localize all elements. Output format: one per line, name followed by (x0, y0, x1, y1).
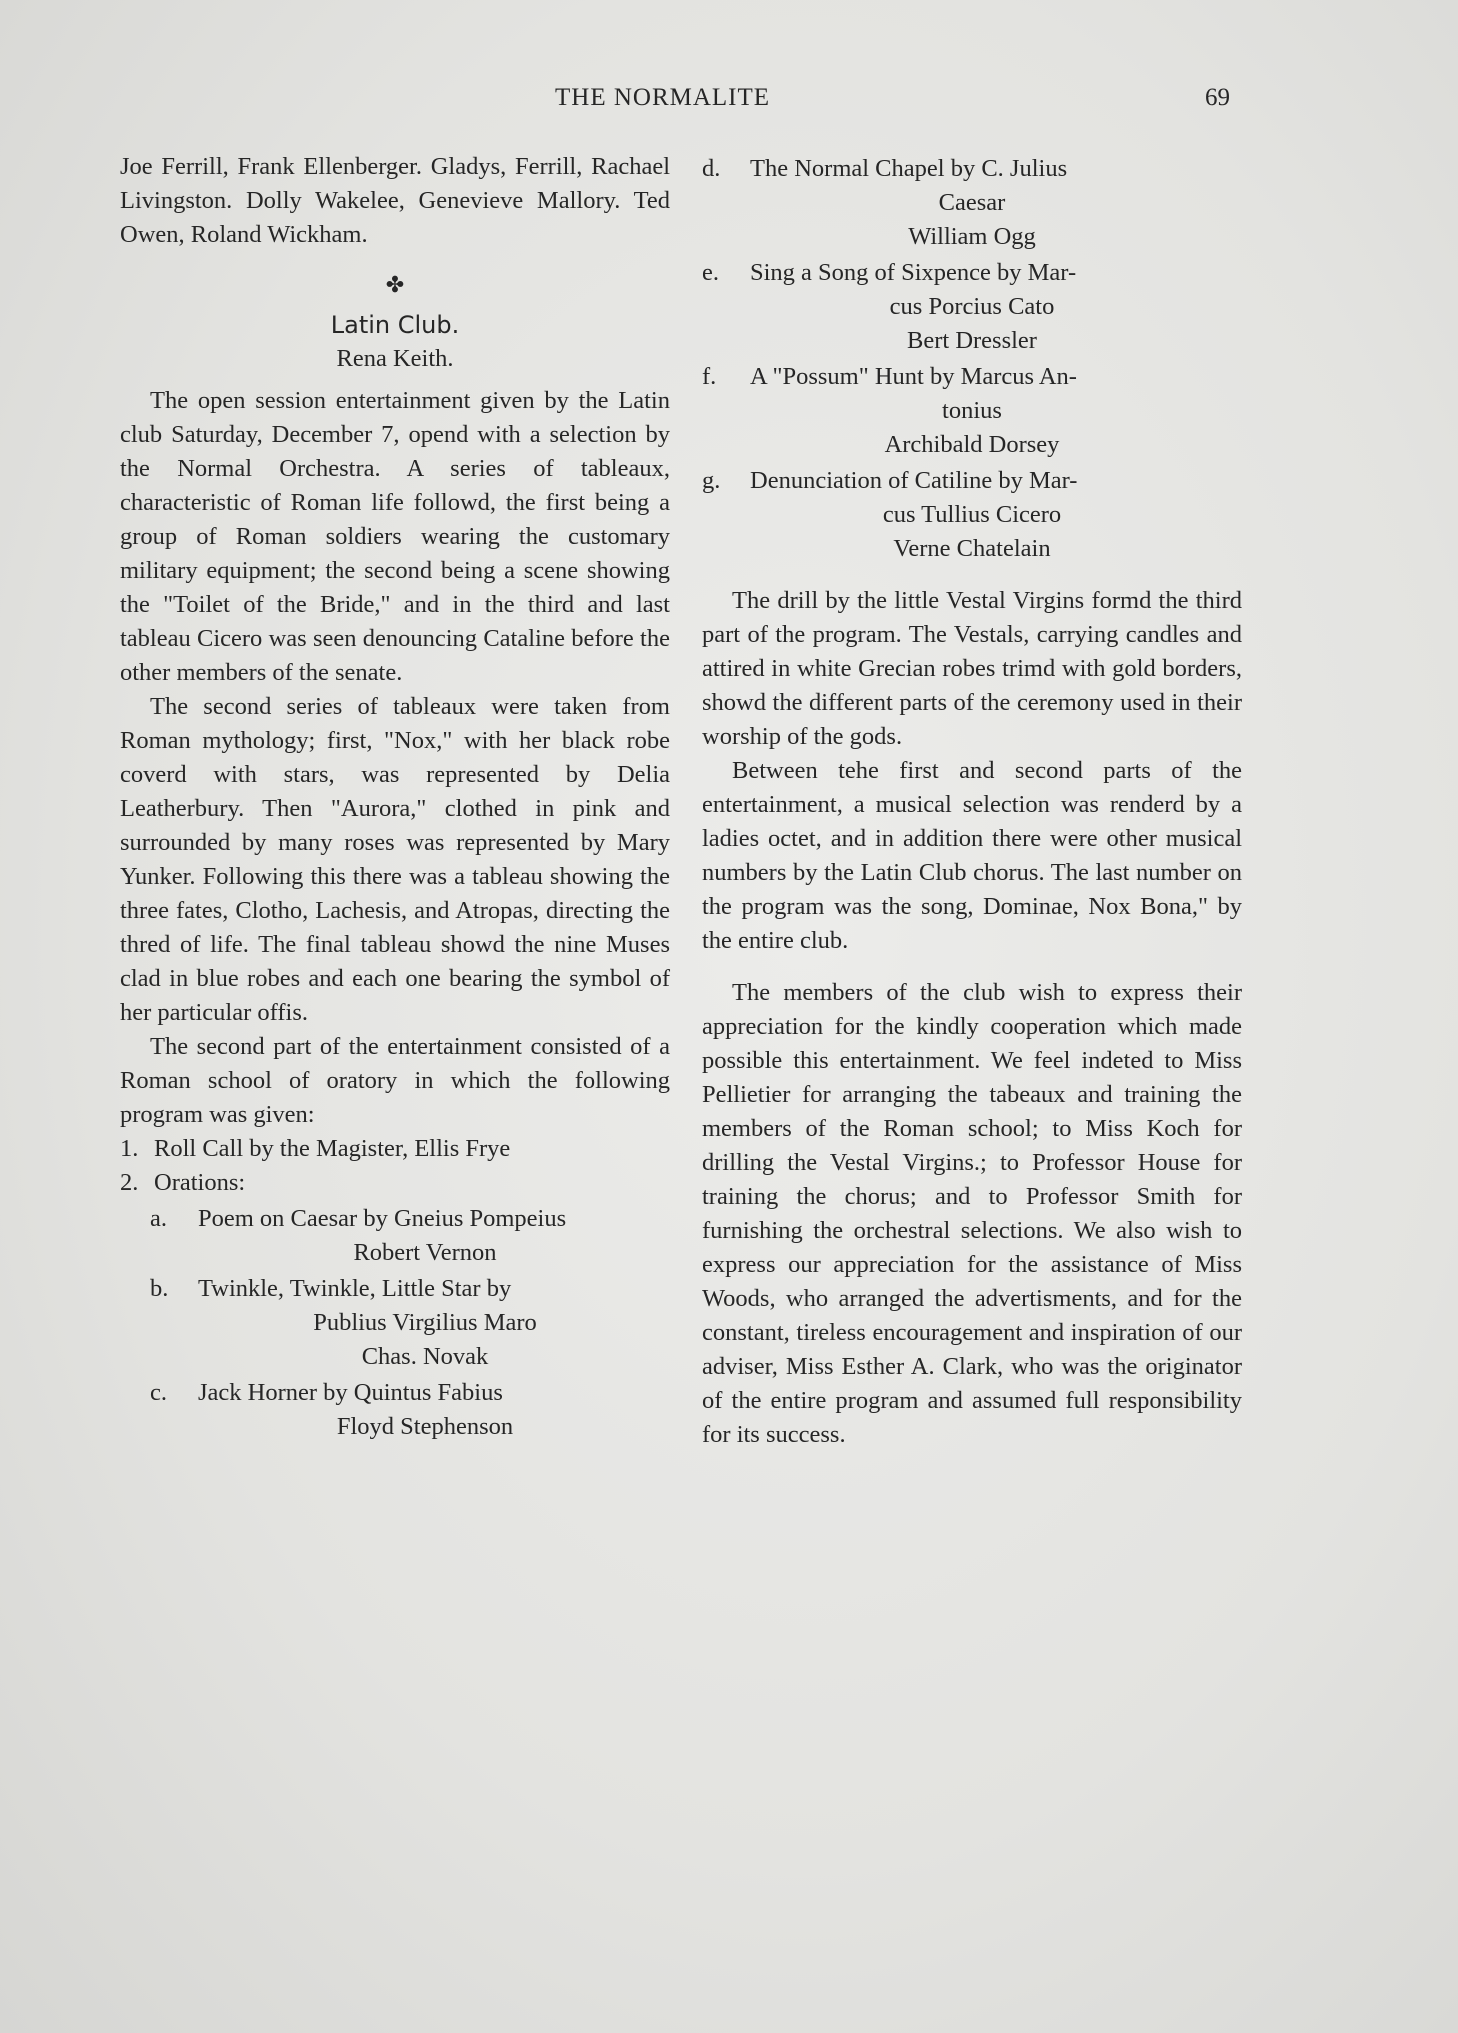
section-title: Latin Club. (330, 311, 460, 339)
oration-title-continued: Caesar (938, 189, 1006, 216)
section-author: Rena Keith. (336, 345, 454, 372)
article-paragraph: The drill by the little Vestal Virgins formd the third part of the program. The Vestals, carrying candles and attired in white Grecian robes trimd with gold borders, showd the different parts of the ceremony used in their worship of the gods. (702, 587, 1242, 750)
oration-performer: William Ogg (908, 223, 1036, 250)
program-text: Roll Call by the Magister, Ellis Frye (154, 1135, 511, 1162)
oration-entry (120, 1202, 670, 1270)
oration-performer: Floyd Stephenson (336, 1413, 514, 1440)
oration-performer: Chas. Novak (361, 1343, 489, 1370)
oration-title: The Normal Chapel by C. Julius (750, 155, 1068, 182)
oration-letter: f. (702, 363, 717, 390)
oration-title-continued: cus Porcius Cato (889, 293, 1055, 320)
oration-title: Poem on Caesar by Gneius Pompeius (198, 1205, 567, 1232)
oration-letter: g. (702, 467, 721, 494)
oration-title: Denunciation of Catiline by Mar- (750, 467, 1078, 494)
left-column (120, 150, 670, 1444)
oration-letter: b. (150, 1275, 169, 1302)
oration-entry (702, 360, 1242, 462)
program-item (120, 1166, 670, 1200)
oration-entry (120, 1272, 670, 1374)
oration-title: A "Possum" Hunt by Marcus An- (750, 363, 1077, 390)
program-item (120, 1132, 670, 1166)
article-paragraph: The open session entertainment given by the Latin club Saturday, December 7, opend with a selection by the Normal Orchestra. A series of tableaux, characteristic of Roman life followd, the first being a group of Roman soldiers wearing the customary military equipment; the second being a scene showing the "Toilet of the Bride," and in the third and last tableau Cicero was seen denouncing Cataline before the other members of the senate. (120, 387, 670, 686)
oration-letter: e. (702, 259, 719, 286)
oration-title-continued: tonius (942, 397, 1002, 424)
oration-title-continued: Publius Virgilius Maro (313, 1309, 537, 1336)
oration-entry (120, 1376, 670, 1444)
oration-title: Twinkle, Twinkle, Little Star by (198, 1275, 512, 1302)
running-title: THE NORMALITE (555, 84, 771, 111)
oration-entry (702, 464, 1242, 566)
oration-entry (702, 256, 1242, 358)
oration-entry (702, 152, 1242, 254)
article-paragraph: The second series of tableaux were taken from Roman mythology; first, "Nox," with her black robe coverd with stars, was represented by Delia Leatherbury. Then "Aurora," clothed in pink and surrounded by many roses was represented by Mary Yunker. Following this there was a tableau showing the three fates, Clotho, Lachesis, and Atropas, directing the thred of life. The final tableau showd the nine Muses clad in blue robes and each one bearing the symbol of her particular offis. (120, 693, 670, 1026)
oration-letter: d. (702, 155, 721, 182)
oration-letter: a. (150, 1205, 167, 1232)
oration-title: Sing a Song of Sixpence by Mar- (750, 259, 1077, 286)
oration-performer: Verne Chatelain (893, 535, 1051, 562)
program-number: 1. (120, 1135, 139, 1162)
article-paragraph: The second part of the entertainment consisted of a Roman school of oratory in which the following program was given: (120, 1033, 670, 1128)
article-paragraph: The members of the club wish to express their appreciation for the kindly cooperation which made possible this entertainment. We feel indeted to Miss Pellietier for arranging the tabeaux and training the members of the Roman school; to Miss Koch for drilling the Vestal Virgins.; to Professor House for training the chorus; and to Professor Smith for furnishing the orchestral selections. We also wish to express our appreciation for the assistance of Miss Woods, who arranged the advertisments, and for the constant, tireless encouragement and inspiration of our adviser, Miss Esther A. Clark, who was the originator of the entire program and assumed full responsibility for its success. (702, 979, 1242, 1448)
program-text: Orations: (154, 1169, 246, 1196)
oration-performer: Archibald Dorsey (884, 431, 1060, 458)
page-number: 69 (1205, 84, 1230, 111)
oration-title: Jack Horner by Quintus Fabius (198, 1379, 503, 1406)
intro-paragraph: Joe Ferrill, Frank Ellenberger. Gladys, Ferrill, Rachael Livingston. Dolly Wakelee, Genevieve Mallory. Ted Owen, Roland Wickham. (120, 153, 670, 248)
right-column (702, 150, 1242, 1452)
section-ornament: ✤ (385, 272, 405, 297)
program-number: 2. (120, 1169, 139, 1196)
oration-performer: Bert Dressler (907, 327, 1037, 354)
oration-letter: c. (150, 1379, 167, 1406)
article-paragraph: Between tehe first and second parts of the entertainment, a musical selection was renderd by a ladies octet, and in addition there were other musical numbers by the Latin Club chorus. The last number on the program was the song, Dominae, Nox Bona," by the entire club. (702, 757, 1242, 954)
page-header (0, 84, 1458, 124)
oration-title-continued: cus Tullius Cicero (882, 501, 1062, 528)
oration-performer: Robert Vernon (353, 1239, 497, 1266)
